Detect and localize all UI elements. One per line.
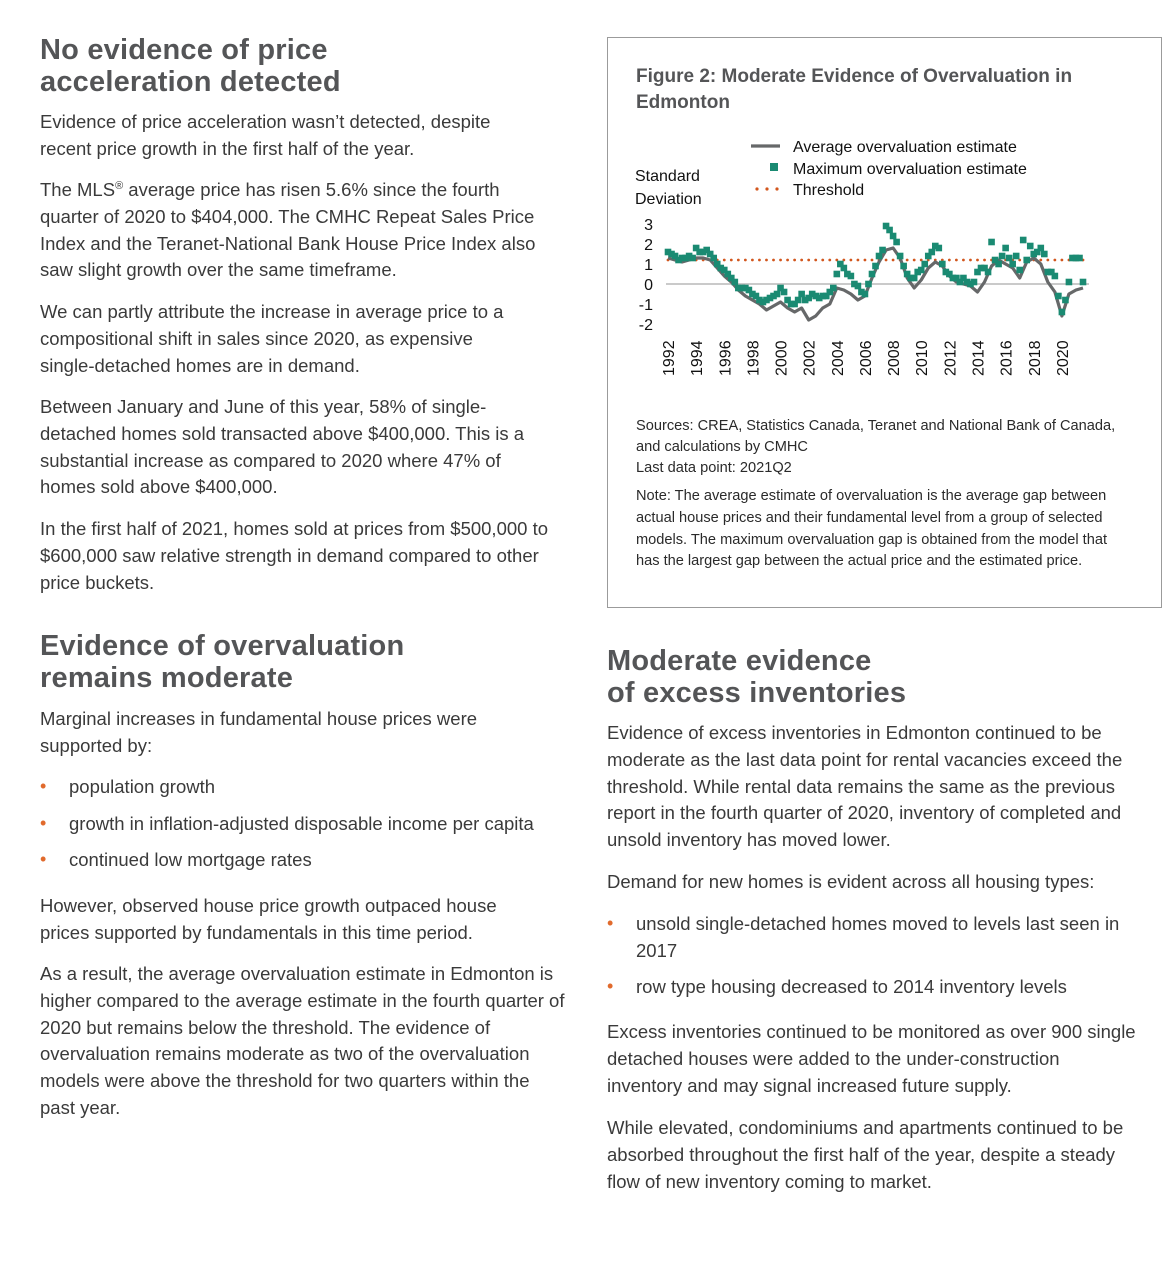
threshold-dot (800, 259, 803, 262)
threshold-dot (1046, 259, 1049, 262)
x-tick-label: 2002 (801, 340, 819, 376)
maximum-series-point (1076, 255, 1083, 262)
threshold-dot (871, 259, 874, 262)
legend-threshold-label: Threshold (793, 182, 865, 199)
figure-title: Figure 2: Moderate Evidence of Overvaluation in Edmonton (636, 66, 1073, 113)
maximum-series-point (971, 279, 978, 286)
overvaluation-chart (608, 38, 1163, 398)
list-item: • row type housing decreased to 2014 inventory levels (607, 976, 1067, 998)
maximum-series-point (1006, 255, 1013, 262)
figure-note: Note: The average estimate of overvaluation is the average gap between actual house prices and their fundamental level from a group of selected models. The maximum overvaluation gap is obtained from the model that has the largest gap between the actual price and the estimated price. (636, 488, 1108, 570)
maximum-series-point (918, 267, 925, 274)
maximum-series-point (1020, 237, 1027, 244)
maximum-series-point (732, 279, 739, 286)
list-item: • population growth (40, 776, 216, 797)
threshold-dot (814, 259, 817, 262)
bullet-list (40, 774, 565, 874)
maximum-series-point (862, 291, 869, 298)
y-tick-label: 1 (644, 257, 653, 274)
heading-excess-inventories: Moderate evidence of excess inventories (607, 645, 907, 709)
maximum-series-point (1059, 309, 1066, 316)
x-tick-label: 1994 (689, 340, 707, 376)
threshold-dot (906, 259, 909, 262)
maximum-series-point (689, 255, 696, 262)
threshold-dot (864, 259, 867, 262)
x-tick-label: 1996 (717, 340, 735, 376)
x-tick-label: 2004 (829, 340, 847, 376)
x-tick-label: 2006 (857, 340, 875, 376)
x-tick-label: 2018 (1026, 340, 1044, 376)
threshold-dot (1039, 259, 1042, 262)
paragraph: Excess inventories continued to be monitored as over 900 single detached houses were added to the under-construction inventory and may signal increased future supply. (607, 1021, 1136, 1096)
threshold-dot (885, 259, 888, 262)
y-axis-label: Standard (635, 168, 700, 185)
threshold-dot (1053, 259, 1056, 262)
legend-threshold-swatch (755, 187, 758, 190)
maximum-series-point (865, 281, 872, 288)
maximum-series-point (1080, 279, 1087, 286)
maximum-series-point (869, 271, 876, 278)
threshold-dot (913, 259, 916, 262)
maximum-series-point (1066, 279, 1073, 286)
threshold-dot (983, 259, 986, 262)
maximum-series-point (1002, 245, 1009, 252)
maximum-series-point (834, 271, 841, 278)
maximum-series-point (1027, 243, 1034, 250)
maximum-series-point (876, 253, 883, 260)
threshold-dot (849, 259, 852, 262)
maximum-series-point (893, 239, 900, 246)
legend-maximum-swatch (770, 163, 778, 171)
threshold-dot (758, 259, 761, 262)
paragraph-mls: The MLS® average price has risen 5.6% since the fourth quarter of 2020 to $404,000. The CMHC Repeat Sales Price Index and the Teranet-National Bank House Price Index also saw slight growth over the same timeframe. (40, 179, 536, 281)
threshold-dot (976, 259, 979, 262)
paragraph: We can partly attribute the increase in average price to a compositional shift in sales since 2020, as expensive single-detached homes are in demand. (40, 301, 504, 376)
paragraph: Evidence of price acceleration wasn’t detected, despite recent price growth in the first half of the year. (40, 111, 491, 159)
x-tick-label: 2000 (773, 340, 791, 376)
paragraph: However, observed house price growth outpaced house prices supported by fundamentals in this time period. (40, 895, 497, 943)
threshold-dot (772, 259, 775, 262)
y-axis-label: Deviation (635, 191, 702, 208)
maximum-series-point (985, 269, 992, 276)
maximum-series-point (1016, 267, 1023, 274)
maximum-series-point (999, 253, 1006, 260)
threshold-dot (744, 259, 747, 262)
y-tick-label: 3 (644, 217, 653, 234)
maximum-series-point (897, 253, 904, 260)
threshold-dot (857, 259, 860, 262)
maximum-series-point (795, 297, 802, 304)
bullet-list (607, 911, 1122, 1001)
maximum-series-point (886, 227, 893, 234)
y-tick-label: 0 (644, 277, 653, 294)
threshold-dot (955, 259, 958, 262)
maximum-series-point (848, 273, 855, 280)
maximum-series-point (936, 245, 943, 252)
maximum-series-point (1041, 251, 1048, 258)
maximum-series-point (921, 261, 928, 268)
maximum-series-point (890, 233, 897, 240)
threshold-dot (779, 259, 782, 262)
threshold-dot (892, 259, 895, 262)
figure-last-point: Last data point: 2021Q2 (636, 459, 792, 476)
maximum-series-point (1013, 253, 1020, 260)
threshold-dot (730, 259, 733, 262)
figure-box (607, 37, 1162, 608)
threshold-dot (723, 259, 726, 262)
x-tick-label: 2020 (1054, 340, 1072, 376)
x-tick-label: 2014 (970, 340, 988, 376)
maximum-series-point (911, 275, 918, 282)
maximum-series-point (1023, 257, 1030, 264)
heading-overvaluation: Evidence of overvaluation remains moderate (40, 630, 405, 694)
heading-price-acceleration: No evidence of price acceleration detected (40, 34, 341, 98)
maximum-series-point (781, 289, 788, 296)
paragraph: While elevated, condominiums and apartments continued to be absorbed throughout the first half of the year, despite a steady flow of new inventory coming to market. (607, 1117, 1124, 1192)
maximum-series-point (710, 255, 717, 262)
list-item: • unsold single-detached homes moved to levels last seen in 2017 (607, 913, 1120, 961)
threshold-dot (821, 259, 824, 262)
figure-notes (636, 416, 1126, 573)
maximum-series-point (879, 247, 886, 254)
paragraph: Demand for new homes is evident across all housing types: (607, 871, 1095, 892)
threshold-dot (751, 259, 754, 262)
maximum-series-point (939, 261, 946, 268)
threshold-dot (828, 259, 831, 262)
maximum-series-point (1062, 297, 1069, 304)
threshold-dot (765, 259, 768, 262)
paragraph: As a result, the average overvaluation estimate in Edmonton is higher compared to the average estimate in the fourth quarter of 2020 but remains below the threshold. The evidence of overvaluation remains moderate as two of the overvaluation models were above the threshold for two quarters within the past year. (40, 963, 565, 1118)
maximum-series-point (1009, 261, 1016, 268)
maximum-series-point (1052, 273, 1059, 280)
maximum-series-point (1055, 293, 1062, 300)
threshold-dot (737, 259, 740, 262)
threshold-dot (1060, 259, 1063, 262)
y-tick-label: -2 (638, 317, 653, 334)
threshold-dot (807, 259, 810, 262)
threshold-dot (969, 259, 972, 262)
y-tick-label: -1 (638, 297, 653, 314)
legend-threshold-swatch (765, 187, 768, 190)
maximum-series-point (798, 291, 805, 298)
y-tick-label: 2 (644, 237, 653, 254)
figure-sources: Sources: CREA, Statistics Canada, Teranet and National Bank of Canada, and calculations by CMHC (636, 418, 1116, 455)
paragraph: In the first half of 2021, homes sold at prices from $500,000 to $600,000 saw relative strength in demand compared to other price buckets. (40, 518, 549, 593)
list-item: • growth in inflation-adjusted disposable income per capita (40, 812, 534, 834)
maximum-series-point (872, 263, 879, 270)
threshold-dot (962, 259, 965, 262)
legend-threshold-swatch (775, 187, 778, 190)
maximum-series-point (900, 263, 907, 270)
x-tick-label: 2016 (998, 340, 1016, 376)
maximum-series-point (774, 291, 781, 298)
threshold-dot (793, 259, 796, 262)
maximum-series-point (841, 265, 848, 272)
paragraph: Evidence of excess inventories in Edmonton continued to be moderate as the last data point for rental vacancies exceed the threshold. While rental data remains the same as the previous report in the fourth quarter of 2020, inventory of completed and unsold inventory has moved lower. (607, 722, 1123, 851)
x-tick-label: 2010 (914, 340, 932, 376)
maximum-series-point (855, 283, 862, 290)
x-tick-label: 2008 (886, 340, 904, 376)
list-item: • continued low mortgage rates (40, 849, 312, 871)
threshold-dot (948, 259, 951, 262)
legend-maximum-label: Maximum overvaluation estimate (793, 161, 1027, 178)
maximum-series-point (1037, 245, 1044, 252)
threshold-dot (786, 259, 789, 262)
x-tick-label: 1998 (745, 340, 763, 376)
paragraph: Between January and June of this year, 58% of single-detached homes sold transacted above $400,000. This is a substantial increase as compared to 2020 where 47% of homes sold above $400,000. (40, 396, 525, 498)
paragraph: Marginal increases in fundamental house prices were supported by: (40, 708, 478, 756)
maximum-series-point (988, 239, 995, 246)
maximum-series-point (830, 285, 837, 292)
maximum-series-point (928, 249, 935, 256)
x-tick-label: 2012 (942, 340, 960, 376)
legend-average-label: Average overvaluation estimate (793, 139, 1017, 156)
x-tick-label: 1992 (661, 340, 678, 376)
maximum-series-point (995, 261, 1002, 268)
